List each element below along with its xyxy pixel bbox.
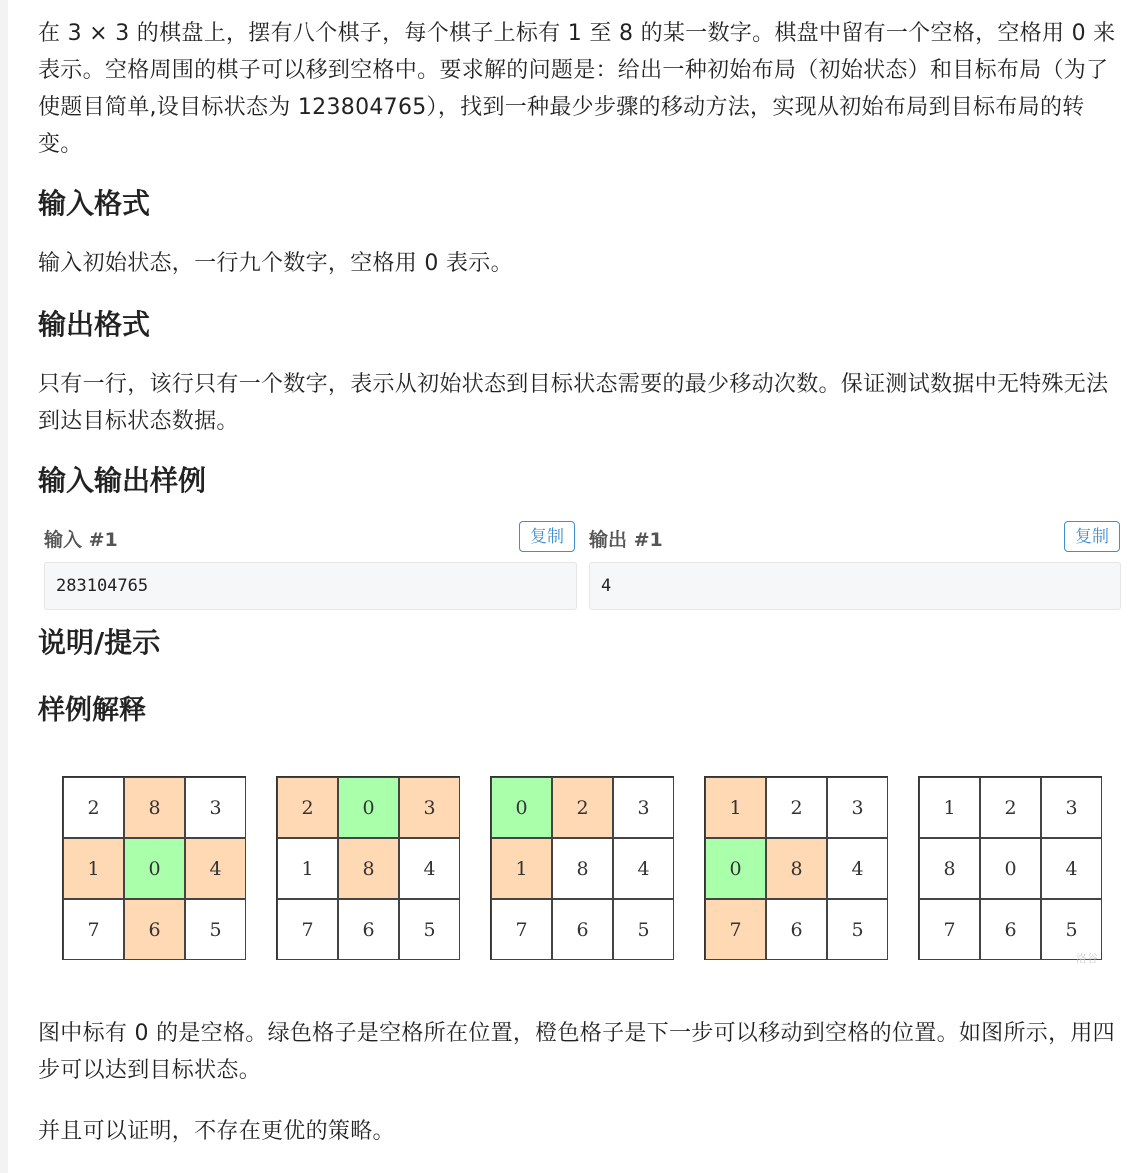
conclusion-text: 并且可以证明，不存在更优的策略。	[38, 1119, 395, 1144]
board-cell: 7	[277, 899, 338, 960]
sample-output-box[interactable]: 4	[589, 562, 1121, 610]
board-3	[490, 776, 674, 960]
output-format-heading: 输出格式	[38, 308, 151, 341]
input-format-text: 输入初始状态，一行九个数字，空格用 0 表示。	[38, 251, 513, 276]
board-cell: 5	[1041, 899, 1102, 960]
board-cell: 7	[919, 899, 980, 960]
board-cell: 6	[552, 899, 613, 960]
board-cell: 4	[613, 838, 674, 899]
board-cell: 5	[399, 899, 460, 960]
board-cell: 0	[980, 838, 1041, 899]
board-cell: 8	[124, 777, 185, 838]
board-5	[918, 776, 1102, 960]
board-cell: 2	[277, 777, 338, 838]
watermark: 洛谷	[1076, 952, 1098, 965]
board-cell: 0	[338, 777, 399, 838]
board-cell: 4	[185, 838, 246, 899]
samples-heading: 输入输出样例	[38, 464, 207, 497]
output-format-text: 只有一行，该行只有一个数字，表示从初始状态到目标状态需要的最少移动次数。保证测试数据中无特殊无法到达目标状态数据。	[38, 372, 1109, 434]
problem-description: 在 3 × 3 的棋盘上，摆有八个棋子，每个棋子上标有 1 至 8 的某一数字。棋盘中留有一个空格，空格用 0 来表示。空格周围的棋子可以移到空格中。要求解的问题是：给出一种初始布局（初始状态）和目标布局（为了使题目简单,设目标状态为 123804765），找到一种最少步骤的移动方法，实现从初始布局到目标布局的转变。	[38, 21, 1116, 157]
board-cell: 2	[980, 777, 1041, 838]
board-cell: 0	[705, 838, 766, 899]
board-cell: 4	[399, 838, 460, 899]
board-1	[62, 776, 246, 960]
board-cell: 6	[980, 899, 1041, 960]
input-format-heading: 输入格式	[38, 187, 151, 220]
board-cell: 5	[613, 899, 674, 960]
board-cell: 7	[705, 899, 766, 960]
board-cell: 5	[185, 899, 246, 960]
board-cell: 1	[919, 777, 980, 838]
copy-input-button[interactable]: 复制	[519, 521, 575, 552]
board-cell: 0	[124, 838, 185, 899]
board-cell: 6	[338, 899, 399, 960]
sample-explanation-heading: 样例解释	[38, 695, 146, 726]
board-cell: 8	[552, 838, 613, 899]
sample-output-label: 输出 #1	[589, 529, 663, 551]
board-cell: 3	[613, 777, 674, 838]
board-cell: 1	[491, 838, 552, 899]
board-cell: 2	[766, 777, 827, 838]
left-gutter	[0, 0, 8, 1173]
board-cell: 3	[185, 777, 246, 838]
board-cell: 2	[63, 777, 124, 838]
hint-heading: 说明/提示	[38, 626, 161, 659]
board-cell: 3	[827, 777, 888, 838]
board-cell: 8	[338, 838, 399, 899]
board-cell: 3	[1041, 777, 1102, 838]
board-cell: 2	[552, 777, 613, 838]
board-cell: 6	[124, 899, 185, 960]
explanation-text: 图中标有 0 的是空格。绿色格子是空格所在位置，橙色格子是下一步可以移动到空格的位置。如图所示，用四步可以达到目标状态。	[38, 1021, 1115, 1083]
copy-output-button[interactable]: 复制	[1064, 521, 1120, 552]
board-cell: 8	[766, 838, 827, 899]
board-cell: 5	[827, 899, 888, 960]
board-cell: 7	[63, 899, 124, 960]
board-cell: 4	[827, 838, 888, 899]
board-2	[276, 776, 460, 960]
sample-input-box[interactable]: 283104765	[44, 562, 577, 610]
board-cell: 4	[1041, 838, 1102, 899]
board-cell: 8	[919, 838, 980, 899]
sample-input-label: 输入 #1	[44, 529, 118, 551]
board-4	[704, 776, 888, 960]
board-cell: 1	[63, 838, 124, 899]
board-cell: 7	[491, 899, 552, 960]
board-cell: 0	[491, 777, 552, 838]
board-cell: 3	[399, 777, 460, 838]
board-cell: 1	[705, 777, 766, 838]
board-cell: 1	[277, 838, 338, 899]
board-cell: 6	[766, 899, 827, 960]
